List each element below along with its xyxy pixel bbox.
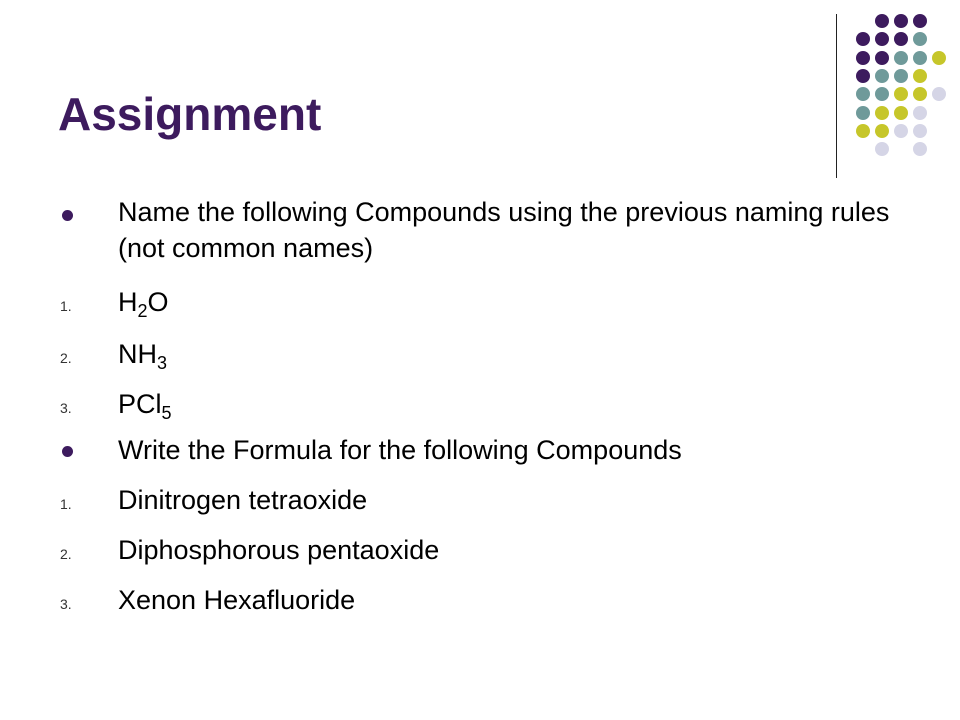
list-number: 2.: [60, 350, 72, 366]
formula-subscript: 2: [137, 301, 148, 321]
bullet-text: Name the following Compounds using the previous naming rules (not common names): [118, 197, 890, 263]
formula-main: H: [118, 287, 138, 317]
bullet-dot: [62, 210, 73, 221]
list-number: 3.: [60, 400, 72, 416]
list-number: 1.: [60, 298, 72, 314]
bullet-dot: [62, 446, 73, 457]
formula-tail: O: [147, 287, 169, 317]
list-number: 3.: [60, 596, 72, 612]
list-number: 1.: [60, 496, 72, 512]
formula-text: [118, 386, 172, 422]
formula-subscript: 5: [161, 403, 172, 423]
list-number: 2.: [60, 546, 72, 562]
formula-subscript: 3: [157, 353, 168, 373]
formula-text: [118, 336, 167, 372]
formula-text: [118, 284, 169, 320]
list-text: Xenon Hexafluoride: [118, 585, 356, 615]
formula-main: NH: [118, 339, 157, 369]
formula-main: PCl: [118, 389, 162, 419]
slide-title: Assignment: [58, 88, 322, 140]
list-text: Diphosphorous pentaoxide: [118, 535, 440, 565]
list-text: Dinitrogen tetraoxide: [118, 485, 368, 515]
bullet-text: Write the Formula for the following Compounds: [118, 435, 682, 465]
